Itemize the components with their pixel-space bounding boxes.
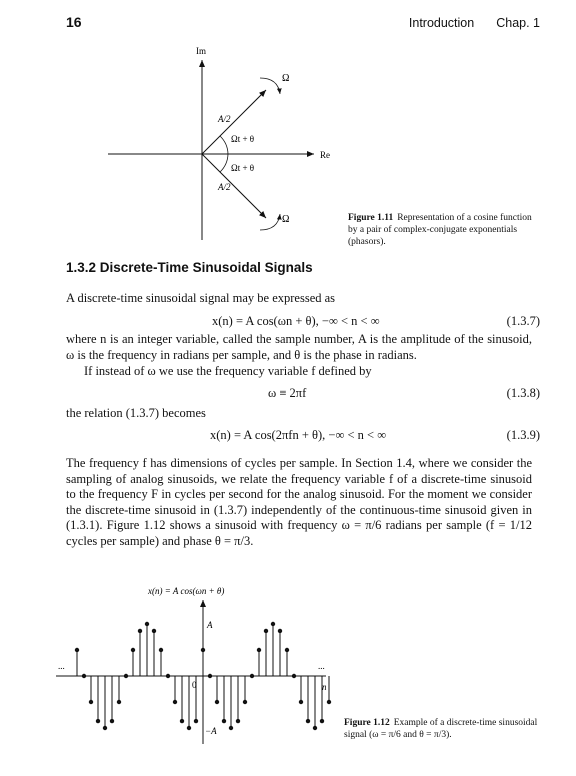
running-header-section: Introduction [408,16,475,30]
angle-label-upper: Ωt + θ [231,134,255,144]
figure-1-12 [52,582,352,752]
angle-arc-lower [220,154,228,172]
running-header-chapter: Chap. 1 [496,16,540,30]
amplitude-label-upper: A/2 [218,114,231,124]
stem-point [201,648,205,652]
stem-label-zero: 0 [192,680,197,690]
figure-1-11-caption [348,212,538,248]
equation-number-1-3-9: (1.3.9) [506,428,540,442]
section-heading: 1.3.2 Discrete-Time Sinusoidal Signals [66,260,313,275]
stem-point [117,700,121,704]
figure-1-12-caption [344,717,540,741]
equation-1-3-8: ω ≡ 2πf [268,386,307,400]
stem-point [103,726,107,730]
stem-plot [52,582,352,752]
stem-point [215,700,219,704]
equation-1-3-7: x(n) = A cos(ωn + θ), −∞ < n < ∞ [212,314,380,328]
stem-point [306,719,310,723]
stem-point [82,674,86,678]
stem-point [145,622,149,626]
page-number: 16 [66,14,82,30]
stem-point [110,719,114,723]
stem-point [299,700,303,704]
omega-label-lower: Ω [282,214,290,225]
stem-label-a: A [207,620,213,630]
stem-point [285,648,289,652]
stem-point [124,674,128,678]
stem-point [180,719,184,723]
stem-point [264,629,268,633]
stem-point [271,622,275,626]
stem-point [187,726,191,730]
stem-point [250,674,254,678]
stem-point [194,719,198,723]
stem-point [131,648,135,652]
angle-label-lower: Ωt + θ [231,163,255,173]
stem-point [96,719,100,723]
paragraph-1: A discrete-time sinusoidal signal may be expressed as [66,291,336,305]
angle-arc-upper [220,136,228,154]
figure-1-11 [100,38,360,250]
stem-plot-title: x(n) = A cos(ωn + θ) [148,586,225,596]
omega-label-upper: Ω [282,73,290,84]
stem-point [75,648,79,652]
stem-point [208,674,212,678]
re-axis-label: Re [320,150,330,160]
stem-point [278,629,282,633]
paragraph-2: where n is an integer variable, called the sample number, A is the amplitude of the sinusoid, ω is the frequency in radians per sample, and θ is the phase in radians. [66,332,532,362]
paragraph-5: The frequency f has dimensions of cycles per sample. In Section 1.4, where we consider the sampling of analog sinusoids, we relate the frequency variable f of a discrete-time sinusoid to the frequency F in cycles per second for the analog sinusoid. For the moment we consider the discrete-time sinusoid in (1.3.7) independently of the continuous-time sinusoid given in (1.3.1). Figure 1.12 shows a sinusoid with frequency ω = π/6 radians per sample (f = 1/12 cycles per sample) and phase θ = π/3. [66,456,532,548]
stem-point [222,719,226,723]
stem-point [292,674,296,678]
im-axis-label: Im [196,46,206,56]
amplitude-label-lower: A/2 [218,182,231,192]
stem-point [159,648,163,652]
equation-1-3-9: x(n) = A cos(2πfn + θ), −∞ < n < ∞ [210,428,387,442]
phasor-diagram [100,38,360,250]
stem-point [138,629,142,633]
stem-point [327,700,331,704]
equation-number-1-3-7: (1.3.7) [506,314,540,328]
running-header [387,16,540,30]
stem-point [257,648,261,652]
stem-point [173,700,177,704]
stem-point [89,700,93,704]
figure-1-11-caption-text: Representation of a cosine function by a pair of complex-conjugate exponentials (phasors). [348,213,532,247]
stem-point [166,674,170,678]
equation-number-1-3-8: (1.3.8) [506,386,540,400]
stem-point [313,726,317,730]
stem-label-n: n [322,682,327,692]
figure-1-12-caption-label: Figure 1.12 [344,718,390,728]
rotation-arrow-lower [260,214,280,230]
stem-point [243,700,247,704]
stem-point [229,726,233,730]
figure-1-12-caption-text: Example of a discrete-time sinusoidal signal (ω = π/6 and θ = π/3). [344,718,538,740]
paragraph-4: the relation (1.3.7) becomes [66,406,206,420]
stem-point [236,719,240,723]
figure-1-11-caption-label: Figure 1.11 [348,213,394,223]
rotation-arrow-upper [260,78,280,94]
phasor-upper [202,90,266,154]
paragraph-3: If instead of ω we use the frequency variable f defined by [84,364,372,378]
stem-dots-right: ... [318,661,325,671]
stem-dots-left: ... [58,661,65,671]
stem-label-neg-a: −A [205,726,217,736]
stem-point [320,719,324,723]
stem-point [152,629,156,633]
